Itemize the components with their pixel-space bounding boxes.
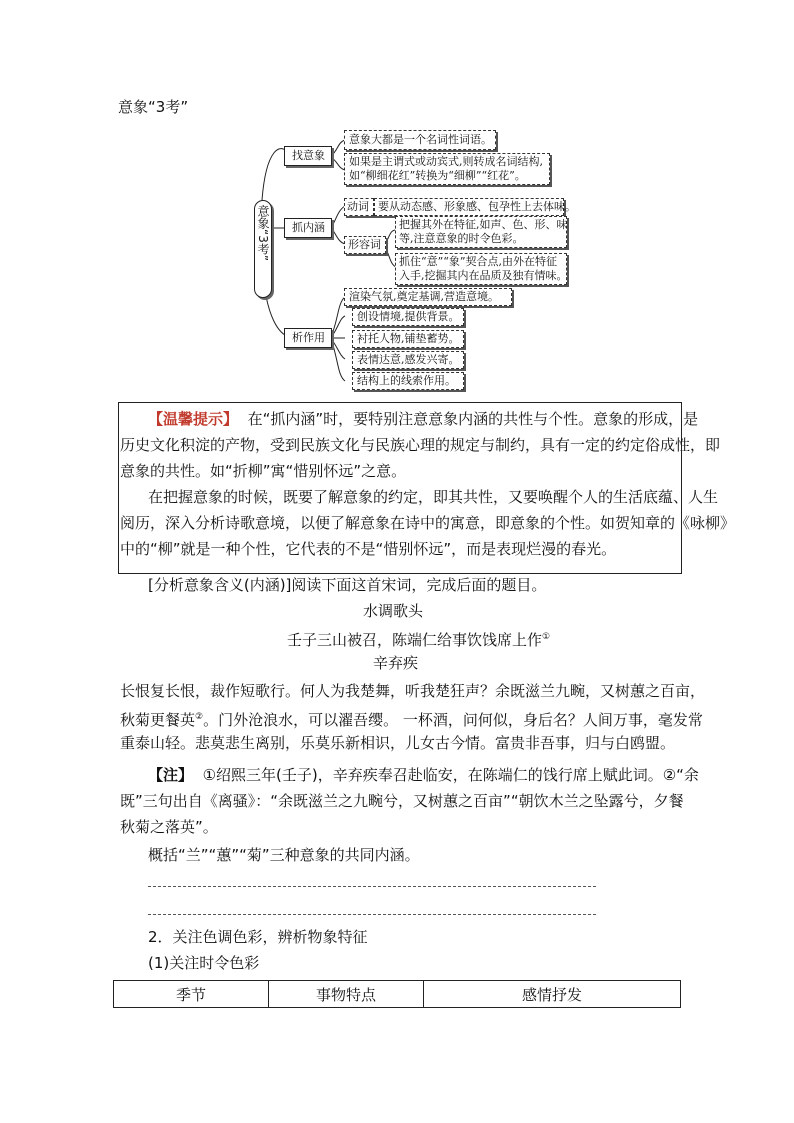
section2-sub: (1)关注时令色彩 [148, 954, 260, 972]
mindmap-find-item: 如果是主谓式或动宾式,则转成名词结构, 如“柳细花红”转换为“细柳”“红花”。 [344, 153, 550, 185]
poem-author: 辛弃疾 [373, 654, 419, 672]
mindmap-node-find: 找意象 [284, 146, 332, 166]
poem-line: 秋菊更餐英②。门外沧浪水，可以濯吾缨。 一杯酒，问何似，身后名？人间万事，毫发常 [120, 711, 703, 729]
mindmap-node-analyze: 析作用 [284, 328, 332, 348]
mindmap-analyze-item: 创设情境,提供背景。 [352, 308, 464, 326]
mindmap-root: 意象“3考” [254, 200, 272, 298]
season-table [113, 980, 681, 1008]
table-header: 感情抒发 [424, 981, 681, 1008]
tip-line: 中的“柳”就是一种个性，它代表的不是“惜别怀远”，而是表现烂漫的春光。 [120, 540, 617, 558]
table-header-row [114, 981, 681, 1008]
mindmap-verb-text: 要从动态感、形象感、包孕性上去体味。 [374, 198, 564, 216]
poem-subtitle: 壬子三山被召，陈端仁给事饮饯席上作① [287, 631, 551, 649]
section2-title: 2．关注色调色彩，辨析物象特征 [148, 928, 368, 946]
mindmap-adj-label: 形容词 [344, 236, 386, 254]
mindmap-node-grasp: 抓内涵 [284, 218, 332, 238]
question: 概括“兰”“蕙”“菊”三种意象的共同内涵。 [148, 846, 420, 864]
mindmap-verb-label: 动词 [344, 198, 374, 216]
mindmap-analyze-item: 表情达意,感发兴寄。 [352, 351, 464, 369]
answer-line[interactable] [148, 886, 596, 887]
mindmap-analyze-item: 衬托人物,铺垫蓄势。 [352, 330, 464, 348]
table-header: 事物特点 [269, 981, 424, 1008]
mindmap-adj-item: 抓住“意”“象”契合点,由外在特征 入手,挖掘其内在品质及独有情味。 [395, 253, 567, 285]
poem-line: 长恨复长恨，裁作短歌行。何人为我楚舞，听我楚狂声？余既滋兰九畹，又树蕙之百亩， [120, 682, 706, 700]
mindmap-analyze-item: 结构上的线索作用。 [352, 372, 464, 390]
poem-line: 重泰山轻。悲莫悲生离别，乐莫乐新相识，儿女古今情。富贵非吾事，归与白鸥盟。 [120, 734, 676, 752]
tip-label: 【温馨提示】 [148, 410, 239, 428]
poem-title: 水调歌头 [363, 602, 424, 620]
answer-line[interactable] [148, 914, 596, 915]
note-line: 秋菊之落英”。 [120, 818, 218, 836]
tip-line: 【温馨提示】 在“抓内涵”时，要特别注意意象内涵的共性与个性。意象的形成，是 [148, 410, 699, 428]
exercise-intro: [分析意象含义(内涵)]阅读下面这首宋词，完成后面的题目。 [148, 576, 547, 594]
mindmap-adj-item: 把握其外在特征,如声、色、形、味 等,注意意象的时令色彩。 [395, 216, 567, 248]
tip-line: 意象的共性。如“折柳”寓“惜别怀远”之意。 [120, 462, 407, 480]
mindmap-find-item: 意象大都是一个名词性词语。 [344, 130, 496, 150]
tip-line: 阅历，深入分析诗歌意境，以便了解意象在诗中的寓意，即意象的个性。如贺知章的《咏柳》 [120, 514, 736, 532]
mindmap-analyze-item: 渲染气氛,奠定基调,营造意境。 [344, 288, 512, 306]
note-line: 【注】 ①绍熙三年(壬子)，辛弃疾奉召赴临安，在陈端仁的饯行席上赋此词。②“余 [148, 766, 699, 784]
note-line: 既”三句出自《离骚》：“余既滋兰之九畹兮，又树蕙之百亩”“朝饮木兰之坠露兮，夕餐 [120, 792, 684, 810]
table-header: 季节 [114, 981, 269, 1008]
tip-line: 在把握意象的时候，既要了解意象的约定，即其共性，又要唤醒个人的生活底蕴、人生 [148, 488, 719, 506]
tip-line: 历史文化积淀的产物，受到民族文化与民族心理的规定与制约，具有一定的约定俗成性，即 [120, 436, 721, 454]
section-heading: 意象“3考” [118, 98, 189, 116]
